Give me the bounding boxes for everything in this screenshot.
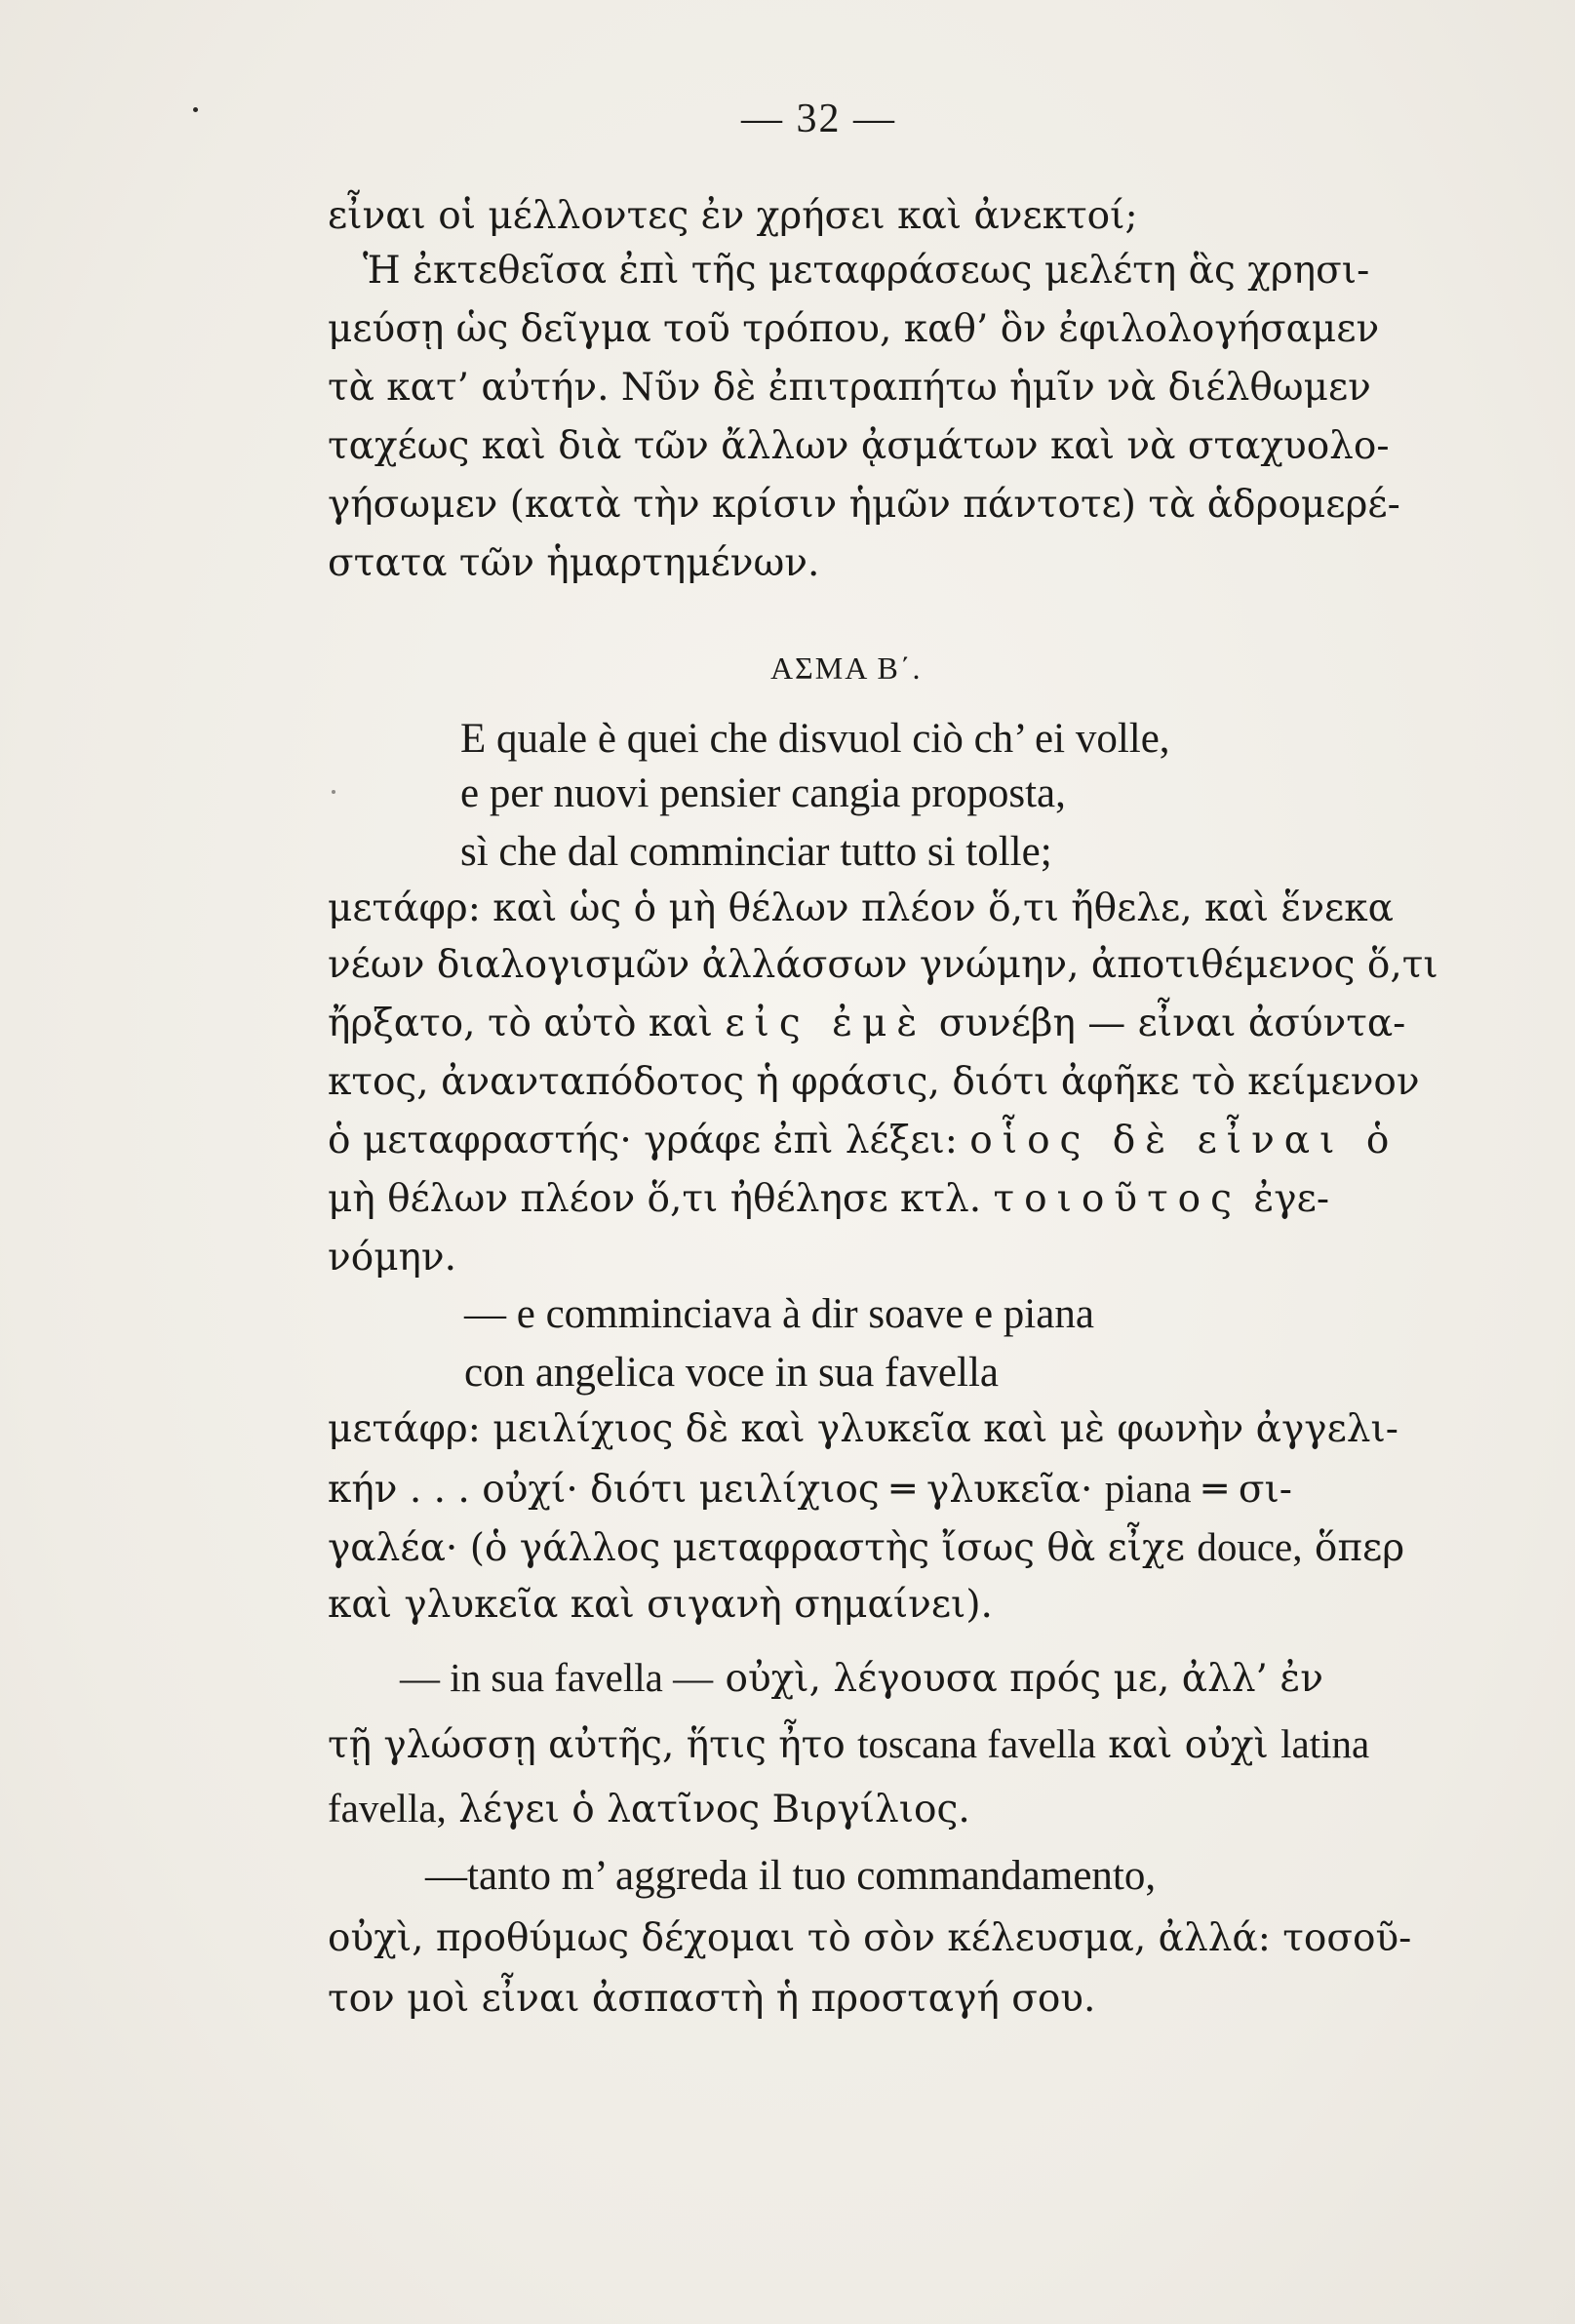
text-line: μεύσῃ ὡς δεῖγμα τοῦ τρόπου, καθ’ ὃν ἐφιλολογήσαμεν bbox=[328, 307, 1380, 351]
ink-speck bbox=[332, 790, 335, 794]
text-line: κτος, ἀνανταπόδοτος ἡ φράσις, διότι ἀφῆκε τὸ κείμενον bbox=[328, 1060, 1420, 1104]
text-line: εἶναι οἱ μέλλοντες ἐν χρήσει καὶ ἀνεκτοί; bbox=[328, 194, 1138, 238]
canto-heading: ΑΣΜΑ Β΄. bbox=[770, 650, 923, 686]
text-line: τὰ κατ’ αὐτήν. Νῦν δὲ ἐπιτραπήτω ἡμῖν νὰ διέλθωμεν bbox=[328, 366, 1371, 410]
latin-phrase: — in sua favella — bbox=[400, 1655, 714, 1700]
text-span: καὶ οὐχὶ bbox=[1108, 1723, 1269, 1767]
text-line: μετάφρ: καὶ ὡς ὁ μὴ θέλων πλέον ὅ,τι ἤθελε, καὶ ἕνεκα bbox=[328, 886, 1394, 930]
text-span: συνέβη — εἶναι ἀσύντα- bbox=[938, 1002, 1406, 1045]
verse-line: — e comminciava à dir soave e piana bbox=[464, 1291, 1094, 1337]
verse-line: —tanto m’ aggreda il tuo commandamento, bbox=[425, 1853, 1157, 1899]
text-line bbox=[328, 1466, 1292, 1512]
text-line: τον μοὶ εἶναι ἀσπαστὴ ἡ προσταγή σου. bbox=[328, 1977, 1096, 2021]
text-span: γαλέα· (ὁ γάλλος μεταφραστὴς ἴσως θὰ εἶχε bbox=[328, 1526, 1185, 1570]
latin-word: favella, bbox=[328, 1786, 447, 1831]
text-line: νέων διαλογισμῶν ἀλλάσσων γνώμην, ἀποτιθέμενος ὅ,τι bbox=[328, 943, 1438, 987]
text-line: νόμην. bbox=[328, 1236, 457, 1280]
text-span: λέγει ὁ λατῖνος Βιργίλιος. bbox=[458, 1788, 970, 1832]
ink-speck bbox=[193, 107, 198, 112]
spaced-text: εἰς ἐμὲ bbox=[725, 1002, 927, 1045]
text-span: ἐγε- bbox=[1253, 1177, 1329, 1221]
verse-line: sì che dal comminciar tutto si tolle; bbox=[460, 829, 1052, 875]
text-span: ὁ μεταφραστής· γράφε ἐπὶ λέξει: bbox=[328, 1119, 958, 1162]
text-line: γήσωμεν (κατὰ τὴν κρίσιν ἡμῶν πάντοτε) τὰ ἁδρομερέ- bbox=[328, 483, 1400, 527]
text-line bbox=[400, 1655, 1323, 1701]
text-line bbox=[328, 1786, 970, 1832]
text-span: μὴ θέλων πλέον ὅ,τι ἠθέλησε κτλ. bbox=[328, 1177, 982, 1221]
text-line bbox=[328, 1177, 1329, 1221]
verse-line: con angelica voce in sua favella bbox=[464, 1350, 999, 1396]
verse-line: E quale è quei che disvuol ciò ch’ ei volle, bbox=[460, 716, 1170, 762]
verse-line: e per nuovi pensier cangia proposta, bbox=[460, 770, 1066, 816]
latin-word: piana bbox=[1104, 1466, 1192, 1511]
text-span: ═ σι- bbox=[1202, 1468, 1292, 1512]
text-line bbox=[328, 1004, 1405, 1043]
spaced-text: οἷος δὲ εἶναι ὁ bbox=[969, 1119, 1399, 1162]
text-line: μετάφρ: μειλίχιος δὲ καὶ γλυκεῖα καὶ μὲ φωνὴν ἀγγελι- bbox=[328, 1407, 1398, 1451]
text-span: ὅπερ bbox=[1314, 1526, 1405, 1570]
text-span: κήν . . . οὐχί· διότι μειλίχιος ═ γλυκεῖα· bbox=[328, 1468, 1093, 1512]
text-span: οὐχὶ, λέγουσα πρός με, ἀλλ’ ἐν bbox=[725, 1657, 1323, 1701]
text-line: ταχέως καὶ διὰ τῶν ἄλλων ᾀσμάτων καὶ νὰ σταχυολο- bbox=[328, 424, 1390, 468]
latin-word: douce, bbox=[1197, 1524, 1303, 1569]
text-span: ἤρξατο, τὸ αὐτὸ καὶ bbox=[328, 1002, 713, 1045]
text-line: οὐχὶ, προθύμως δέχομαι τὸ σὸν κέλευσμα, ἀλλά: τοσοῦ- bbox=[328, 1916, 1412, 1960]
text-line bbox=[328, 1119, 1399, 1162]
text-line bbox=[328, 1524, 1405, 1570]
text-line: Ἡ ἐκτεθεῖσα ἐπὶ τῆς μεταφράσεως μελέτη ἃς χρησι- bbox=[363, 249, 1370, 293]
page-number: — 32 — bbox=[741, 97, 896, 141]
text-span: τῇ γλώσσῃ αὐτῆς, ἥτις ἦτο bbox=[328, 1723, 846, 1767]
text-line: στατα τῶν ἡμαρτημένων. bbox=[328, 541, 820, 585]
text-line: καὶ γλυκεῖα καὶ σιγανὴ σημαίνει). bbox=[328, 1583, 993, 1627]
spaced-text: τοιοῦτος bbox=[993, 1177, 1241, 1221]
text-line bbox=[328, 1721, 1370, 1767]
latin-word: latina bbox=[1280, 1721, 1370, 1766]
latin-phrase: toscana favella bbox=[857, 1721, 1096, 1766]
